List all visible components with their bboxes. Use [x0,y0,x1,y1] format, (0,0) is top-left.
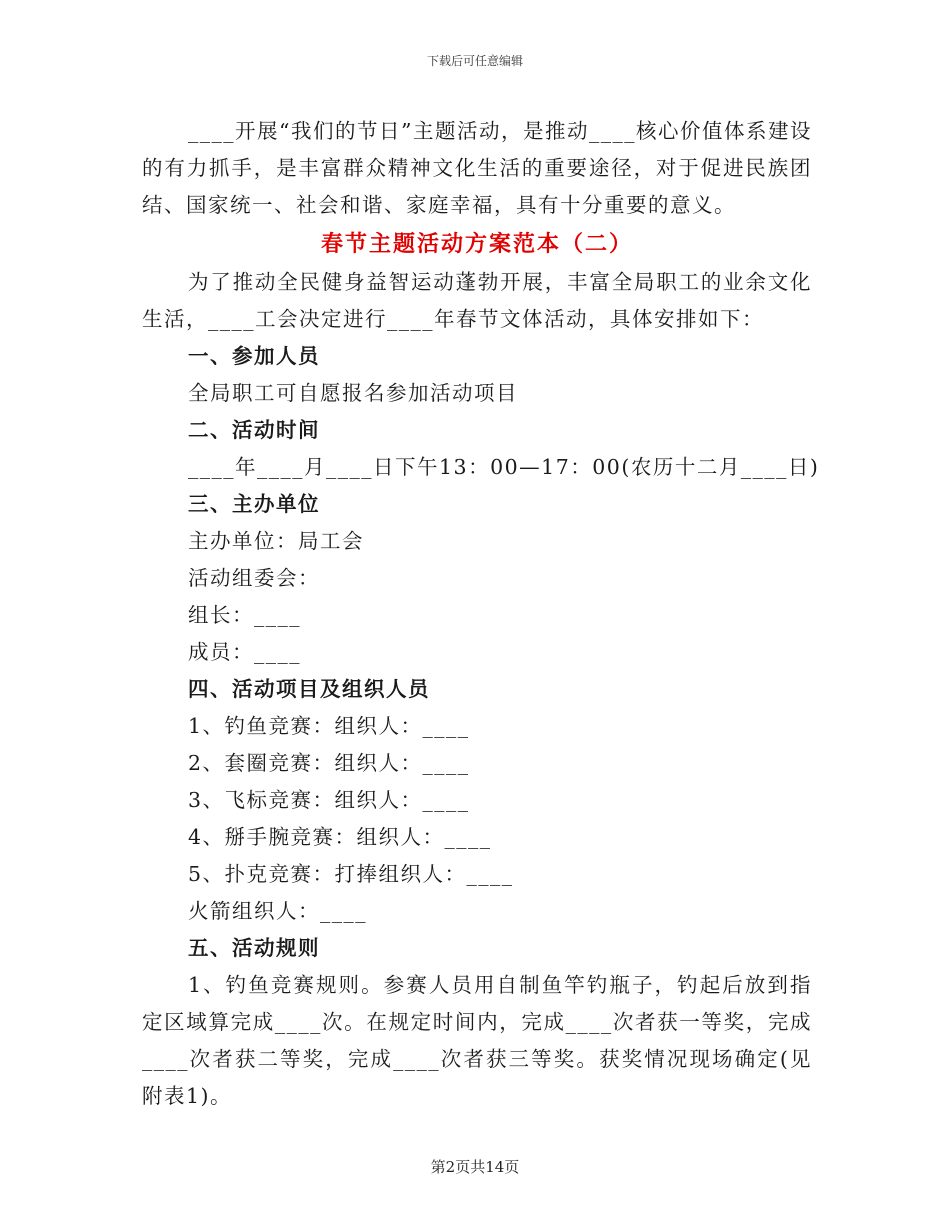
activity-item: 5、扑克竞赛：打捧组织人：____ [188,862,514,886]
page-header: 下载后可任意编辑 [426,54,523,68]
rules-paragraph: 1、钓鱼竞赛规则。参赛人员用自制鱼竿钓瓶子，钓起后放到指定区域算完成____次。在规定时间内，完成____次者获一等奖，完成____次者获二等奖，完成____次者获三等奖。获奖情况现场确定(见附表1)。 [142,973,812,1108]
organizer-line: 活动组委会： [188,566,320,590]
activity-item: 3、飞标竞赛：组织人：____ [188,788,470,812]
organizer-line: 成员：____ [188,640,301,664]
heading-activities: 四、活动项目及组织人员 [188,677,430,701]
lead-paragraph: 为了推动全民健身益智运动蓬勃开展，丰富全局职工的业余文化生活，____工会决定进行____年春节文体活动，具体安排如下： [142,270,812,331]
intro-paragraph: ____开展“我们的节日”主题活动，是推动____核心价值体系建设的有力抓手，是丰富群众精神文化生活的重要途径，对于促进民族团结、国家统一、社会和谐、家庭幸福，具有十分重要的意义。 [142,119,812,217]
heading-organizer: 三、主办单位 [188,492,320,516]
participants-line: 全局职工可自愿报名参加活动项目 [188,381,518,405]
organizer-line: 组长：____ [188,603,301,627]
page-footer: 第2页共14页 [430,1158,520,1176]
heading-rules: 五、活动规则 [188,936,320,960]
organizer-line: 主办单位：局工会 [188,529,364,553]
activity-item: 2、套圈竞赛：组织人：____ [188,751,470,775]
section-title: 春节主题活动方案范本（二） [320,231,633,257]
activity-item: 4、掰手腕竞赛：组织人：____ [188,825,492,849]
document-body [142,113,820,1115]
activity-item: 1、钓鱼竞赛：组织人：____ [188,714,470,738]
activity-item: 火箭组织人：____ [188,899,367,923]
heading-participants: 一、参加人员 [188,344,320,368]
time-line: ____年____月____日下午13：00—17：00(农历十二月____日) [188,455,820,479]
heading-time: 二、活动时间 [188,418,320,442]
